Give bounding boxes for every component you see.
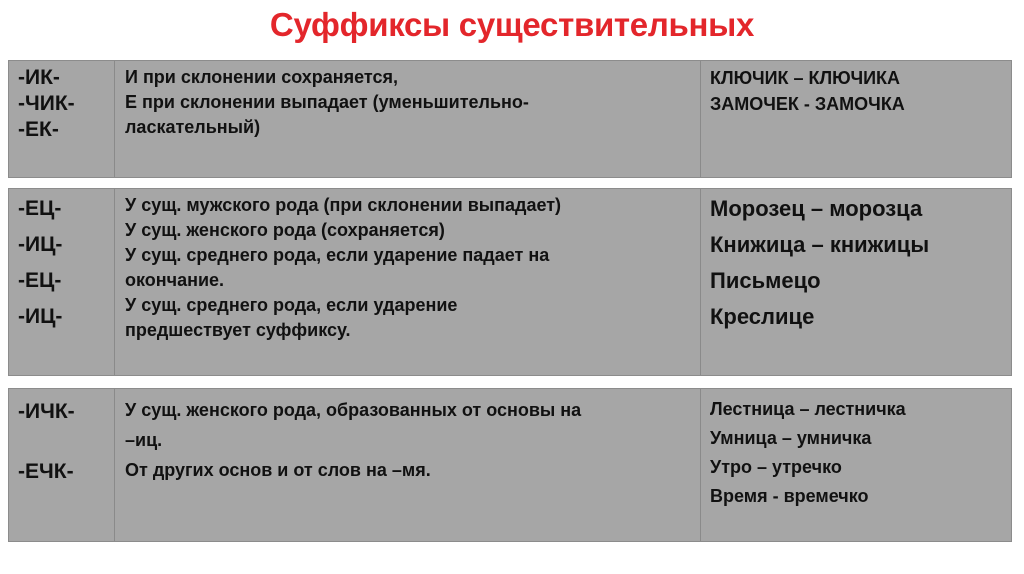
example-text: Утро – утречко bbox=[710, 457, 842, 477]
rule-text: окончание. bbox=[125, 270, 225, 290]
suffix-label: -ИЧК- bbox=[18, 400, 75, 423]
suffix-label: -ИК- bbox=[18, 66, 60, 89]
suffix-cell bbox=[9, 61, 115, 177]
rule-text: У сущ. среднего рода, если ударение падает на bbox=[125, 245, 550, 265]
suffix-table-ets-its bbox=[8, 188, 1012, 376]
suffix-label: -ЕЦ- bbox=[18, 269, 62, 292]
rule-text: У сущ. среднего рода, если ударение bbox=[125, 295, 458, 315]
example-text: Письмецо bbox=[710, 268, 821, 293]
suffix-cell bbox=[9, 189, 115, 375]
suffix-table-ik-chik-ek bbox=[8, 60, 1012, 178]
rule-text: От других основ и от слов на –мя. bbox=[125, 460, 431, 480]
suffix-label: -ЧИК- bbox=[18, 92, 75, 115]
rule-text: У сущ. женского рода (сохраняется) bbox=[125, 220, 445, 240]
rule-cell bbox=[115, 189, 701, 375]
example-text: КЛЮЧИК – КЛЮЧИКА bbox=[710, 68, 901, 88]
rule-text: И при склонении сохраняется, bbox=[125, 67, 399, 87]
rule-text: У сущ. мужского рода (при склонении выпадает) bbox=[125, 195, 562, 215]
examples-cell bbox=[701, 61, 1011, 177]
example-text: Время - времечко bbox=[710, 486, 869, 506]
example-text: Морозец – морозца bbox=[710, 196, 923, 221]
suffix-cell bbox=[9, 389, 115, 541]
rule-text: Е при склонении выпадает (уменьшительно- bbox=[125, 92, 529, 112]
suffix-label: -ИЦ- bbox=[18, 305, 63, 328]
rule-text: У сущ. женского рода, образованных от основы на bbox=[125, 400, 582, 420]
rule-cell bbox=[115, 61, 701, 177]
spacer bbox=[18, 425, 114, 459]
example-text: ЗАМОЧЕК - ЗАМОЧКА bbox=[710, 94, 905, 114]
rule-text: ласкательный) bbox=[125, 117, 261, 137]
suffix-label: -ЕК- bbox=[18, 118, 59, 141]
example-text: Книжица – книжицы bbox=[710, 232, 930, 257]
rule-cell bbox=[115, 389, 701, 541]
examples-cell bbox=[701, 389, 1011, 541]
examples-cell bbox=[701, 189, 1011, 375]
example-text: Лестница – лестничка bbox=[710, 399, 906, 419]
suffix-label: -ИЦ- bbox=[18, 233, 63, 256]
example-text: Креслице bbox=[710, 304, 815, 329]
suffix-label: -ЕЧК- bbox=[18, 460, 74, 483]
example-text: Умница – умничка bbox=[710, 428, 872, 448]
rule-text: предшествует суффиксу. bbox=[125, 320, 351, 340]
page-title: Суффиксы существительных bbox=[269, 6, 755, 43]
suffix-table-ichk-echk bbox=[8, 388, 1012, 542]
rule-text: –иц. bbox=[125, 430, 163, 450]
suffix-label: -ЕЦ- bbox=[18, 197, 62, 220]
